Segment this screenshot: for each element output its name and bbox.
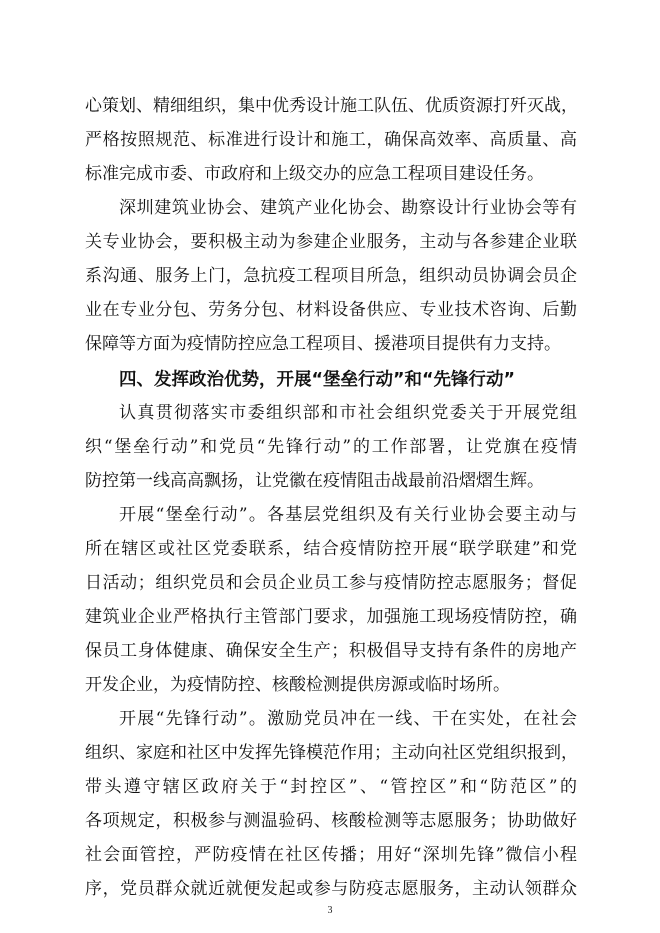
paragraph-line: 开展“先锋行动”。激励党员冲在一线、干在实处，在社会 <box>119 709 577 729</box>
paragraph-line: 标准完成市委、市政府和上级交办的应急工程项目建设任务。 <box>85 164 544 184</box>
paragraph-line: 所在辖区或社区党委联系，结合疫情防控开展“联学联建”和党 <box>85 539 577 559</box>
paragraph-line: 保障等方面为疫情防控应急工程项目、援港项目提供有力支持。 <box>85 334 561 354</box>
section-heading: 四、发挥政治优势，开展“堡垒行动”和“先锋行动” <box>119 370 516 390</box>
paragraph-line: 开发企业，为疫情防控、核酸检测提供房源或临时场所。 <box>85 675 510 695</box>
paragraph-line: 防控第一线高高飘扬，让党徽在疫情阻击战最前沿熠熠生辉。 <box>85 471 544 491</box>
paragraph-line: 组织、家庭和社区中发挥先锋模范作用；主动向社区党组织报到， <box>85 743 578 763</box>
paragraph-line: 各项规定，积极参与测温验码、核酸检测等志愿服务；协助做好 <box>85 811 577 831</box>
paragraph-line: 认真贯彻落实市委组织部和市社会组织党委关于开展党组 <box>119 403 577 423</box>
paragraph-line: 织“堡垒行动”和党员“先锋行动”的工作部署，让党旗在疫情 <box>85 437 577 457</box>
paragraph-line: 开展“堡垒行动”。各基层党组织及有关行业协会要主动与 <box>119 505 577 525</box>
paragraph-line: 序，党员群众就近就便发起或参与防疫志愿服务，主动认领群众 <box>85 879 577 899</box>
paragraph-line: 深圳建筑业协会、建筑产业化协会、勘察设计行业协会等有 <box>119 198 577 218</box>
page-number: 3 <box>327 905 333 916</box>
paragraph-line: 保员工身体健康、确保安全生产；积极倡导支持有条件的房地产 <box>85 641 577 661</box>
paragraph-line: 心策划、精细组织，集中优秀设计施工队伍、优质资源打歼灭战， <box>85 96 578 116</box>
paragraph-line: 日活动；组织党员和会员企业员工参与疫情防控志愿服务；督促 <box>85 573 577 593</box>
paragraph-line: 业在专业分包、劳务分包、材料设备供应、专业技术咨询、后勤 <box>85 300 577 320</box>
paragraph-line: 关专业协会，要积极主动为参建企业服务，主动与各参建企业联 <box>85 232 577 252</box>
paragraph-line: 严格按照规范、标准进行设计和施工，确保高效率、高质量、高 <box>85 130 577 150</box>
paragraph-line: 建筑业企业严格执行主管部门要求，加强施工现场疫情防控，确 <box>85 607 577 627</box>
paragraph-line: 系沟通、服务上门，急抗疫工程项目所急，组织动员协调会员企 <box>85 266 577 286</box>
paragraph-line: 社会面管控，严防疫情在社区传播；用好“深圳先锋”微信小程 <box>85 845 577 865</box>
paragraph-line: 带头遵守辖区政府关于“封控区”、“管控区”和“防范区”的 <box>85 777 577 797</box>
